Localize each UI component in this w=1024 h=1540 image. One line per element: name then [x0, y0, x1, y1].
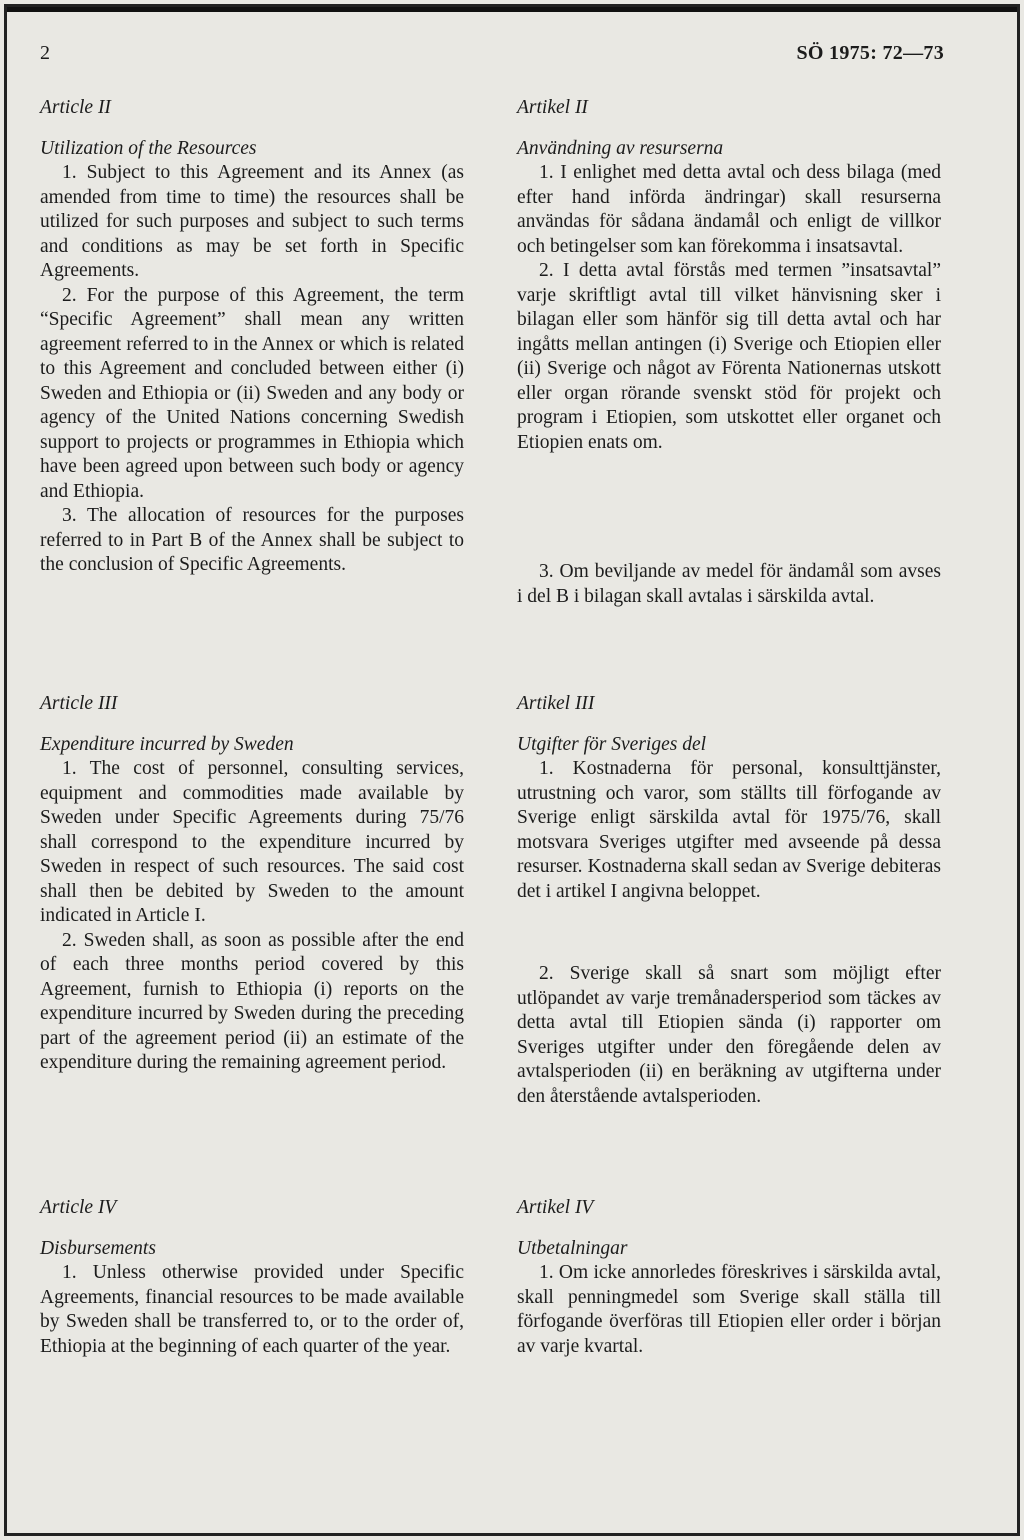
- article-3-en: [40, 692, 464, 1076]
- article-heading: Artikel II: [517, 97, 588, 118]
- article-title: Expenditure incurred by Sweden: [40, 733, 294, 755]
- article-3-sv: [517, 692, 941, 904]
- paragraph: 3. Om beviljande av medel för ändamål som avses i del B i bilagan skall avtalas i särskilda avtal.: [517, 561, 941, 607]
- article-title: Utbetalningar: [517, 1237, 628, 1259]
- paragraph: 2. For the purpose of this Agreement, the term “Specific Agreement” shall mean any written agreement referred to in the Annex or which is related to this Agreement and concluded between either (i) Sweden and Ethiopia or (ii) Sweden and any body or agency of the United Nations concerning Swedish support to projects or programmes in Ethiopia which have been agreed upon between such body or agency and Ethiopia.: [40, 284, 464, 502]
- article-title: Användning av resurserna: [517, 137, 724, 159]
- article-2-en: [40, 96, 464, 578]
- page-number: 2: [40, 42, 50, 64]
- article-2-sv: [517, 96, 941, 455]
- article-heading: Article II: [40, 97, 111, 118]
- paragraph: 1. Kostnaderna för personal, konsulttjänster, utrustning och varor, som ställts till förfogande av Sverige enligt särskilda avtal för 1975/76, skall motsvara Sveriges utgifter med avseende på dessa resurser. Kostnaderna skall sedan av Sverige debiteras det i artikel I angivna beloppet.: [517, 758, 941, 902]
- article-heading: Artikel IV: [517, 1197, 594, 1218]
- article-4-en: [40, 1196, 464, 1359]
- article-heading: Artikel III: [517, 693, 595, 714]
- paragraph: 1. Om icke annorledes föreskrives i särskilda avtal, skall penningmedel som Sverige skall ställa till förfogande överföras till Etiopien eller order i början av varje kvartal.: [517, 1262, 941, 1357]
- article-title: Disbursements: [40, 1237, 156, 1259]
- paragraph: 2. I detta avtal förstås med termen ”insatsavtal” varje skriftligt avtal till vilket hänvisning sker i bilagan eller som hänför sig till detta avtal och har ingåtts mellan antingen (i) Sverige och Etiopien eller (ii) Sverige och något av Förenta Nationernas utskott eller organ rörande svenskt stöd för projekt och program i Etiopien, som utskottet eller organet och Etiopien enats om.: [517, 260, 941, 453]
- article-4-sv: [517, 1196, 941, 1359]
- article-title: Utilization of the Resources: [40, 137, 257, 159]
- article-title: Utgifter för Sveriges del: [517, 733, 707, 755]
- article-2-sv-p3: [517, 560, 941, 609]
- paragraph: 2. Sweden shall, as soon as possible after the end of each three months period covered by this Agreement, furnish to Ethiopia (i) reports on the expenditure incurred by Sweden during the preceding part of the agreement period (ii) an estimate of the expenditure during the remaining agreement period.: [40, 929, 464, 1073]
- paragraph: 2. Sverige skall så snart som möjligt efter utlöpandet av varje tremånadersperiod som täckes av detta avtal till Etiopien sända (i) rapporter om Sveriges utgifter under den föregående delen av avtalsperioden (ii) en beräkning av utgifterna under den återstående avtalsperioden.: [517, 963, 941, 1107]
- paragraph: 1. The cost of personnel, consulting services, equipment and commodities made available by Sweden under Specific Agreements during 75/76 shall correspond to the expenditure incurred by Sweden in respect of such resources. The said cost shall then be debited by Sweden to the amount indicated in Article I.: [40, 758, 464, 926]
- article-3-sv-p2: [517, 962, 941, 1109]
- paragraph: 1. Unless otherwise provided under Specific Agreements, financial resources to be made available by Sweden shall be transferred to, or to the order of, Ethiopia at the beginning of each quarter of the year.: [40, 1262, 464, 1357]
- article-heading: Article III: [40, 693, 118, 714]
- paragraph: 1. I enlighet med detta avtal och dess bilaga (med efter hand införda ändringar) skall resurserna användas för sådana ändamål och enligt de villkor och betingelser som kan förekomma i insatsavtal.: [517, 162, 941, 257]
- paragraph: 1. Subject to this Agreement and its Annex (as amended from time to time) the resources shall be utilized for such purposes and subject to such terms and conditions as may be set forth in Specific Agreements.: [40, 162, 464, 281]
- series-reference: SÖ 1975: 72—73: [796, 42, 944, 64]
- article-heading: Article IV: [40, 1197, 117, 1218]
- paragraph: 3. The allocation of resources for the purposes referred to in Part B of the Annex shall be subject to the conclusion of Specific Agreements.: [40, 505, 464, 575]
